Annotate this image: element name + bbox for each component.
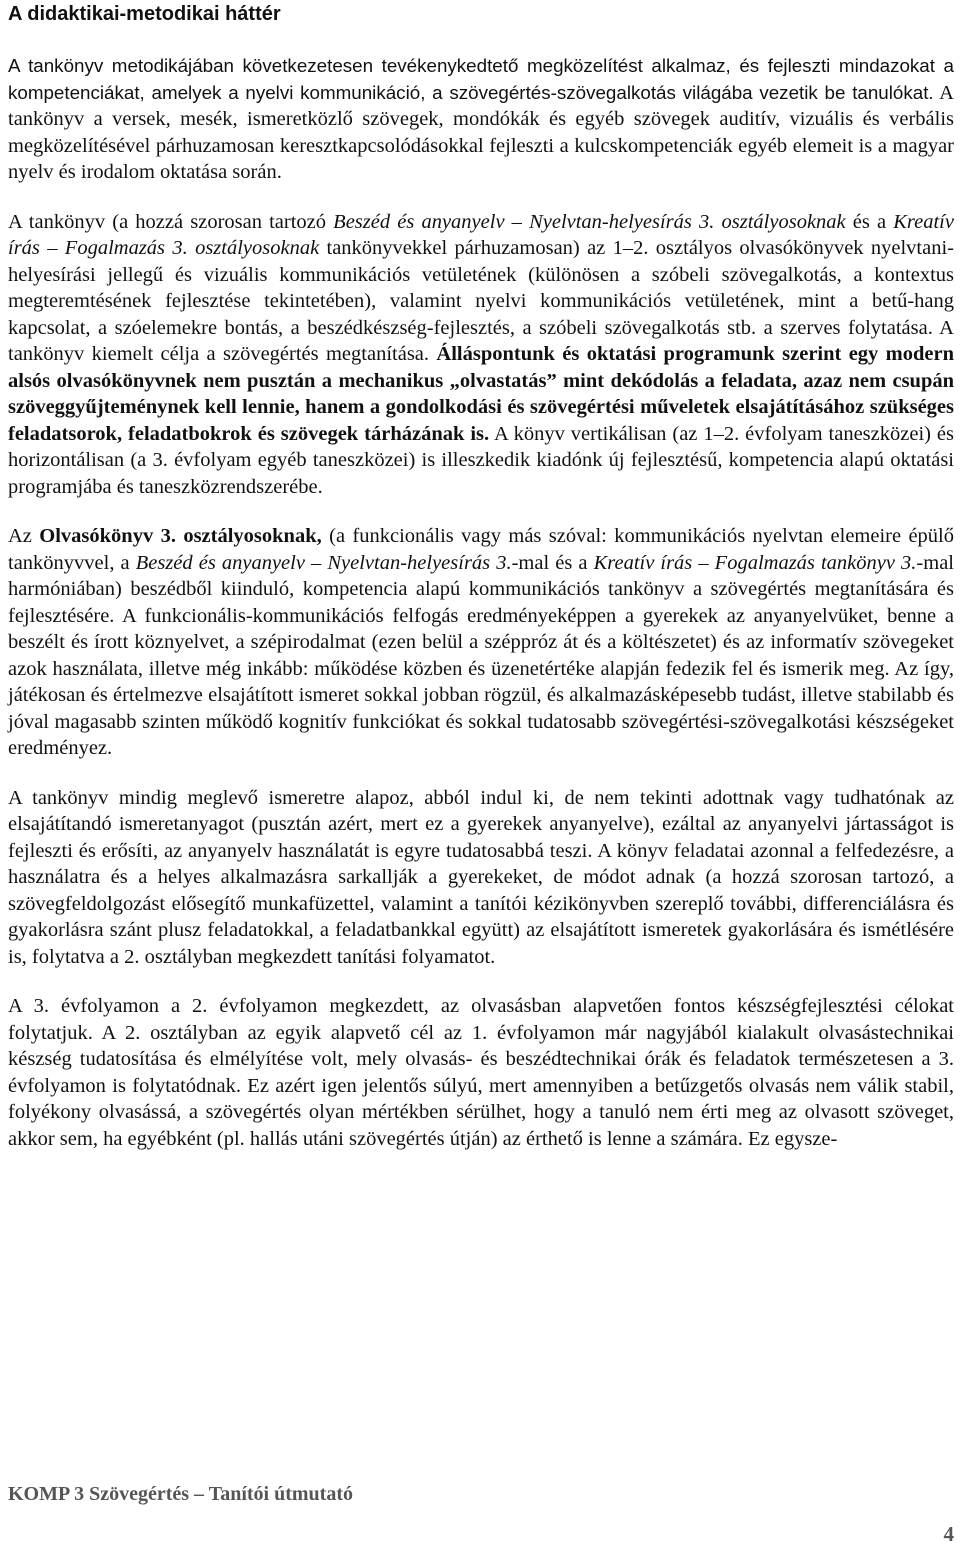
paragraph-methodology — [8, 53, 954, 186]
text-run: A könyv vertikálisan (az 1–2. évfolyam taneszközei) és horizontálisan (a 3. évfolyam egyéb taneszközei) is illeszkedik kiadónk új fejlesztésű, kompetencia alapú oktatási programjába és taneszközrendszerébe. — [8, 422, 954, 498]
paragraph-textbook-relations — [8, 209, 954, 501]
paragraph-third-grade: A 3. évfolyamon a 2. évfolyamon megkezdett, az olvasásban alapvetően fontos készségfejlesztési célokat folytatjuk. A 2. osztályban az egyik alapvető cél az 1. évfolyamon már nagyjából kialakult olvasástechnikai készség tudatosítása és elmélyítése volt, mely olvasás- és beszédtechnikai órák és feladatok természetesen a 3. évfolyamon is folytatódnak. Ez azért igen jelentős súlyú, mert amennyiben a betűzgetős olvasás nem válik stabil, folyékony olvasássá, a szövegértés olyan mértékben sérülhet, hogy a tanuló nem érti meg az olvasott szöveget, akkor sem, ha egyébként (pl. hallás utáni szövegértés útján) az érthető is lenne a számára. Ez egysze- — [8, 995, 954, 1150]
text-run: -mal harmóniában) beszédből kiinduló, kompetencia alapú kommunikációs tankönyv a szövegértés megtanítására és fejlesztésére. A funkcionális-kommunikációs felfogás eredményeképpen a gyerekek az anyanyelvüket, benne a beszélt és írott köznyelvet, a szépirodalmat (ezen belül a széppróz át és a költészetet) és az informatív szövegeket azok használata, illetve még inkább: működése közben és üzenetértéke alapján fedezik fel és ismerik meg. Az így, játékosan és értelmezve elsajátított ismeret sokkal jobban rögzül, és alkalmazásképesebb tudást, illetve stabilabb és jóval magasabb szinten működő kognitív funkciókat és sokkal tudatosabb szövegértési-szövegalkotási készségeket eredményez. — [8, 551, 954, 759]
paragraph-reading-book — [8, 523, 954, 762]
text-run: -mal és a — [511, 551, 594, 574]
text-run: és a — [845, 210, 894, 233]
paragraph-sans-intro: A tankönyv metodikájában következetesen tevékenykedtető megközelítést alkalmaz, és fejleszti mindazokat a kompetenciákat, amelyek a nyelvi kommunikáció, a szövegértés-szövegalkotás világába vezetik be tanulókat. — [8, 55, 954, 103]
footer-title: KOMP 3 Szövegértés – Tanítói útmutató — [8, 1483, 353, 1505]
paragraph-prior-knowledge: A tankönyv mindig meglevő ismeretre alapoz, abból indul ki, de nem tekinti adottnak vagy tudhatónak az elsajátítandó ismeretanyagot (pusztán azért, mert ez a gyerekek anyanyelve), ezáltal az anyanyelvi jártasságot is fejleszti és erősíti, az anyanyelv használatát is egyre tudatosabbá teszi. A könyv feladatai azonnal a felfedezésre, a használatra és a helyes alkalmazásra sarkallják a gyerekeket, de módot adnak (a hozzá szorosan tartozó, a szövegfeldolgozást elősegítő munkafüzettel, valamint a tanítói kézikönyvben szereplő további, differenciálásra és gyakorlásra szánt plusz feladatokkal, a feladatbankkal együtt) az elsajátított ismeretek gyakorlására és ismétlésére is, folytatva a 2. osztályban megkezdett tanítási folyamatot. — [8, 786, 954, 968]
text-run: A tankönyv (a hozzá szorosan tartozó — [8, 210, 334, 233]
text-run: (a funkcionális vagy más szóval: kommunikációs nyelvtan elemeire épülő tankönyvvel, a — [8, 525, 955, 574]
book-title-italic: Beszéd és anyanyelv – Nyelvtan-helyesírás 3. — [135, 551, 512, 574]
text-run: Az — [8, 525, 40, 547]
text-run: tankönyvekkel párhuzamosan) az 1–2. osztályos olvasókönyvek nyelvtani-helyesírási jellegű és vizuális kommunikációs vetületének (különösen a szóbeli szövegalkotás, a kontextus megteremtésének fejlesztése tekintetében), valamint nyelvi kommunikációs vetületének, mint a betű-hang kapcsolat, a szóelemekre bontás, a beszédkészség-fejlesztés, a szóbeli szövegalkotás stb. a szerves folytatása. A tankönyv kiemelt célja a szövegértés megtanítása. — [8, 237, 954, 365]
section-heading: A didaktikai-metodikai háttér — [8, 3, 281, 25]
book-title-italic: Kreatív írás – Fogalmazás 3. osztályosoknak — [8, 210, 954, 259]
paragraph-text: A tankönyv a versek, mesék, ismeretközlő szövegek, mondókák és egyéb szövegek auditív, vizuális és verbális megközelítésével párhuzamosan keresztkapcsolódásokkal fejleszti a kulcskompetenciák egyéb elemeit is a magyar nyelv és irodalom oktatása során. — [8, 81, 954, 183]
book-title-italic: Kreatív írás – Fogalmazás tankönyv 3. — [593, 551, 917, 574]
book-title-italic: Beszéd és anyanyelv – Nyelvtan-helyesírás 3. osztályosoknak — [333, 210, 846, 233]
book-title-bold: Olvasókönyv 3. osztályosoknak, — [39, 525, 322, 547]
emphasis-bold: Álláspontunk és oktatási programunk szerint egy modern alsós olvasókönyvnek nem pusztán a mechanikus „olvastatás” mint dekódolás a feladata, azaz nem csupán szöveggyűjteménynek kell lennie, hanem a gondolkodási és szövegértési műveletek elsajátításához szükséges feladatsorok, feladatbokrok és szövegek tárházának is. — [8, 343, 954, 445]
page-number: 4 — [943, 1522, 954, 1546]
document-page — [8, 0, 954, 1152]
